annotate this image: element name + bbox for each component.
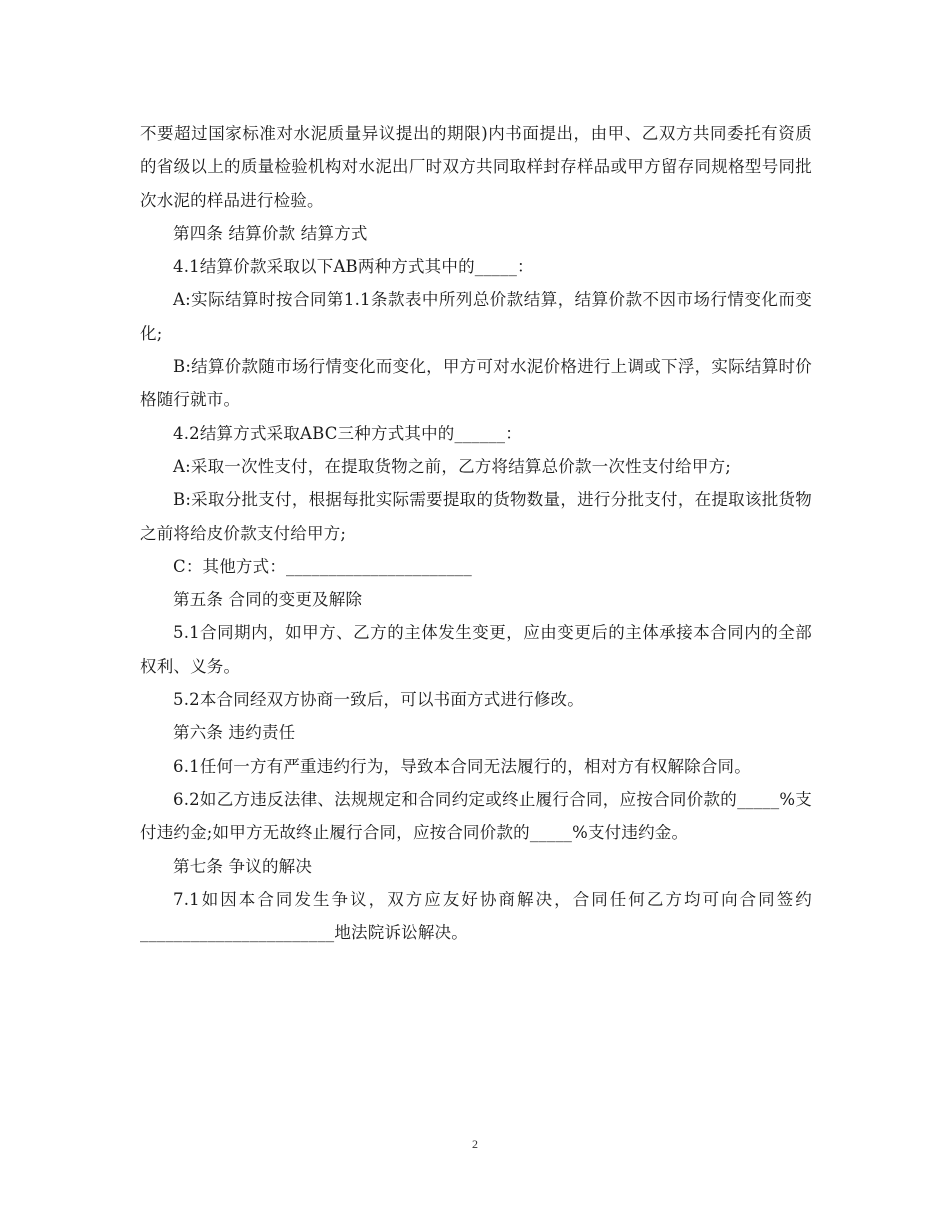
article-5-heading: 第五条 合同的变更及解除 <box>173 590 363 610</box>
paragraph-continuation: 不要超过国家标准对水泥质量异议提出的期限)内书面提出，由甲、乙双方共同委托有资质的省级以上的质量检验机构对水泥出厂时双方共同取样封存样品或甲方留存同规格型号同批次水泥的样品进行检验。 <box>140 124 812 210</box>
clause-4-2: 4.2结算方式采取ABC三种方式其中的______： <box>173 423 522 443</box>
clause-4-1: 4.1结算价款采取以下AB两种方式其中的_____： <box>173 257 534 277</box>
page-number: 2 <box>472 1137 478 1151</box>
clause-6-1: 6.1任何一方有严重违约行为，导致本合同无法履行的，相对方有权解除合同。 <box>173 756 751 776</box>
article-7-heading: 第七条 争议的解决 <box>173 856 313 876</box>
document-body <box>140 117 812 949</box>
clause-4-1-option-b: B:结算价款随市场行情变化而变化，甲方可对水泥价格进行上调或下浮，实际结算时价格随行就市。 <box>140 357 812 410</box>
clause-7-1: 7.1如因本合同发生争议，双方应友好协商解决，合同任何乙方均可向合同签约_______________________地法院诉讼解决。 <box>140 889 812 943</box>
clause-5-2: 5.2本合同经双方协商一致后，可以书面方式进行修改。 <box>173 690 584 710</box>
clause-4-1-option-a: A:实际结算时按合同第1.1条款表中所列总价款结算，结算价款不因市场行情变化而变化; <box>140 290 812 343</box>
article-6-heading: 第六条 违约责任 <box>173 723 296 743</box>
clause-6-2: 6.2如乙方违反法律、法规规定和合同约定或终止履行合同，应按合同价款的_____%支付违约金;如甲方无故终止履行合同，应按合同价款的_____%支付违约金。 <box>140 789 812 843</box>
clause-4-2-option-b: B:采取分批支付，根据每批实际需要提取的货物数量，进行分批支付，在提取该批货物之前将给皮价款支付给甲方; <box>140 490 812 543</box>
clause-4-2-option-a: A:采取一次性支付，在提取货物之前，乙方将结算总价款一次性支付给甲方; <box>173 456 732 476</box>
clause-4-2-option-c: C：其他方式：______________________ <box>173 556 472 576</box>
clause-5-1: 5.1合同期内，如甲方、乙方的主体发生变更，应由变更后的主体承接本合同内的全部权利、义务。 <box>140 623 812 676</box>
article-4-heading: 第四条 结算价款 结算方式 <box>173 223 368 243</box>
